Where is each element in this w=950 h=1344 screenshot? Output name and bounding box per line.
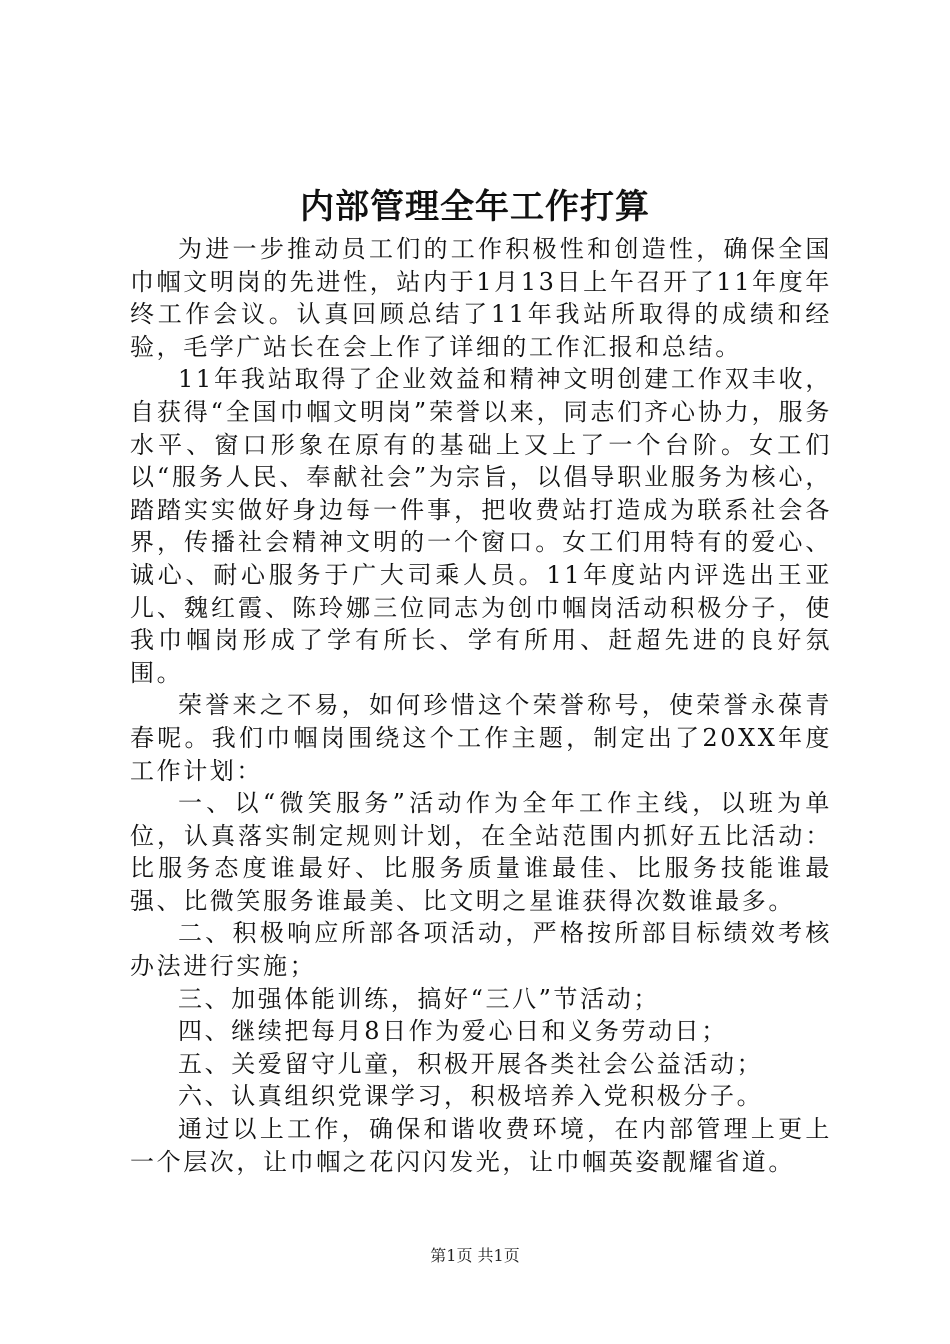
plan-item-1: 一、以“微笑服务”活动作为全年工作主线，以班为单位，认真落实制定规则计划，在全站范围内抓好五比活动：比服务态度谁最好、比服务质量谁最佳、比服务技能谁最强、比微笑服务谁最美、比文明之星谁获得次数谁最多。 bbox=[130, 789, 832, 915]
plan-item-4: 四、继续把每月8日作为爱心日和义务劳动日； bbox=[178, 1017, 728, 1046]
paragraph-achievements: 11年我站取得了企业效益和精神文明创建工作双丰收，自获得“全国巾帼文明岗”荣誉以来，同志们齐心协力，服务水平、窗口形象在原有的基础上又上了一个台阶。女工们以“服务人民、奉献社会”为宗旨，以倡导职业服务为核心，踏踏实实做好身边每一件事，把收费站打造成为联系社会各界，传播社会精神文明的一个窗口。女工们用特有的爱心、诚心、耐心服务于广大司乘人员。11年度站内评选出王亚儿、魏红霞、陈玲娜三位同志为创巾帼岗活动积极分子，使我巾帼岗形成了学有所长、学有所用、赶超先进的良好氛围。 bbox=[130, 365, 832, 687]
document-body bbox=[130, 233, 832, 1178]
plan-item-6: 六、认真组织党课学习，积极培养入党积极分子。 bbox=[178, 1082, 764, 1111]
document-title: 内部管理全年工作打算 bbox=[300, 187, 650, 227]
paragraph-intro: 为进一步推动员工们的工作积极性和创造性，确保全国巾帼文明岗的先进性，站内于1月13日上午召开了11年度年终工作会议。认真回顾总结了11年我站所取得的成绩和经验，毛学广站长在会上作了详细的工作汇报和总结。 bbox=[130, 235, 832, 361]
plan-item-5: 五、关爱留守儿童，积极开展各类社会公益活动； bbox=[178, 1049, 764, 1078]
paragraph-plan-intro: 荣誉来之不易，如何珍惜这个荣誉称号，使荣誉永葆青春呢。我们巾帼岗围绕这个工作主题，制定出了20XX年度工作计划： bbox=[130, 691, 832, 785]
paragraph-conclusion: 通过以上工作，确保和谐收费环境，在内部管理上更上一个层次，让巾帼之花闪闪发光，让巾帼英姿靓耀省道。 bbox=[130, 1115, 832, 1176]
plan-item-3: 三、加强体能训练，搞好“三八”节活动； bbox=[178, 984, 660, 1013]
page-number-footer: 第1页 共1页 bbox=[430, 1246, 520, 1265]
plan-item-2: 二、积极响应所部各项活动，严格按所部目标绩效考核办法进行实施； bbox=[130, 919, 832, 981]
